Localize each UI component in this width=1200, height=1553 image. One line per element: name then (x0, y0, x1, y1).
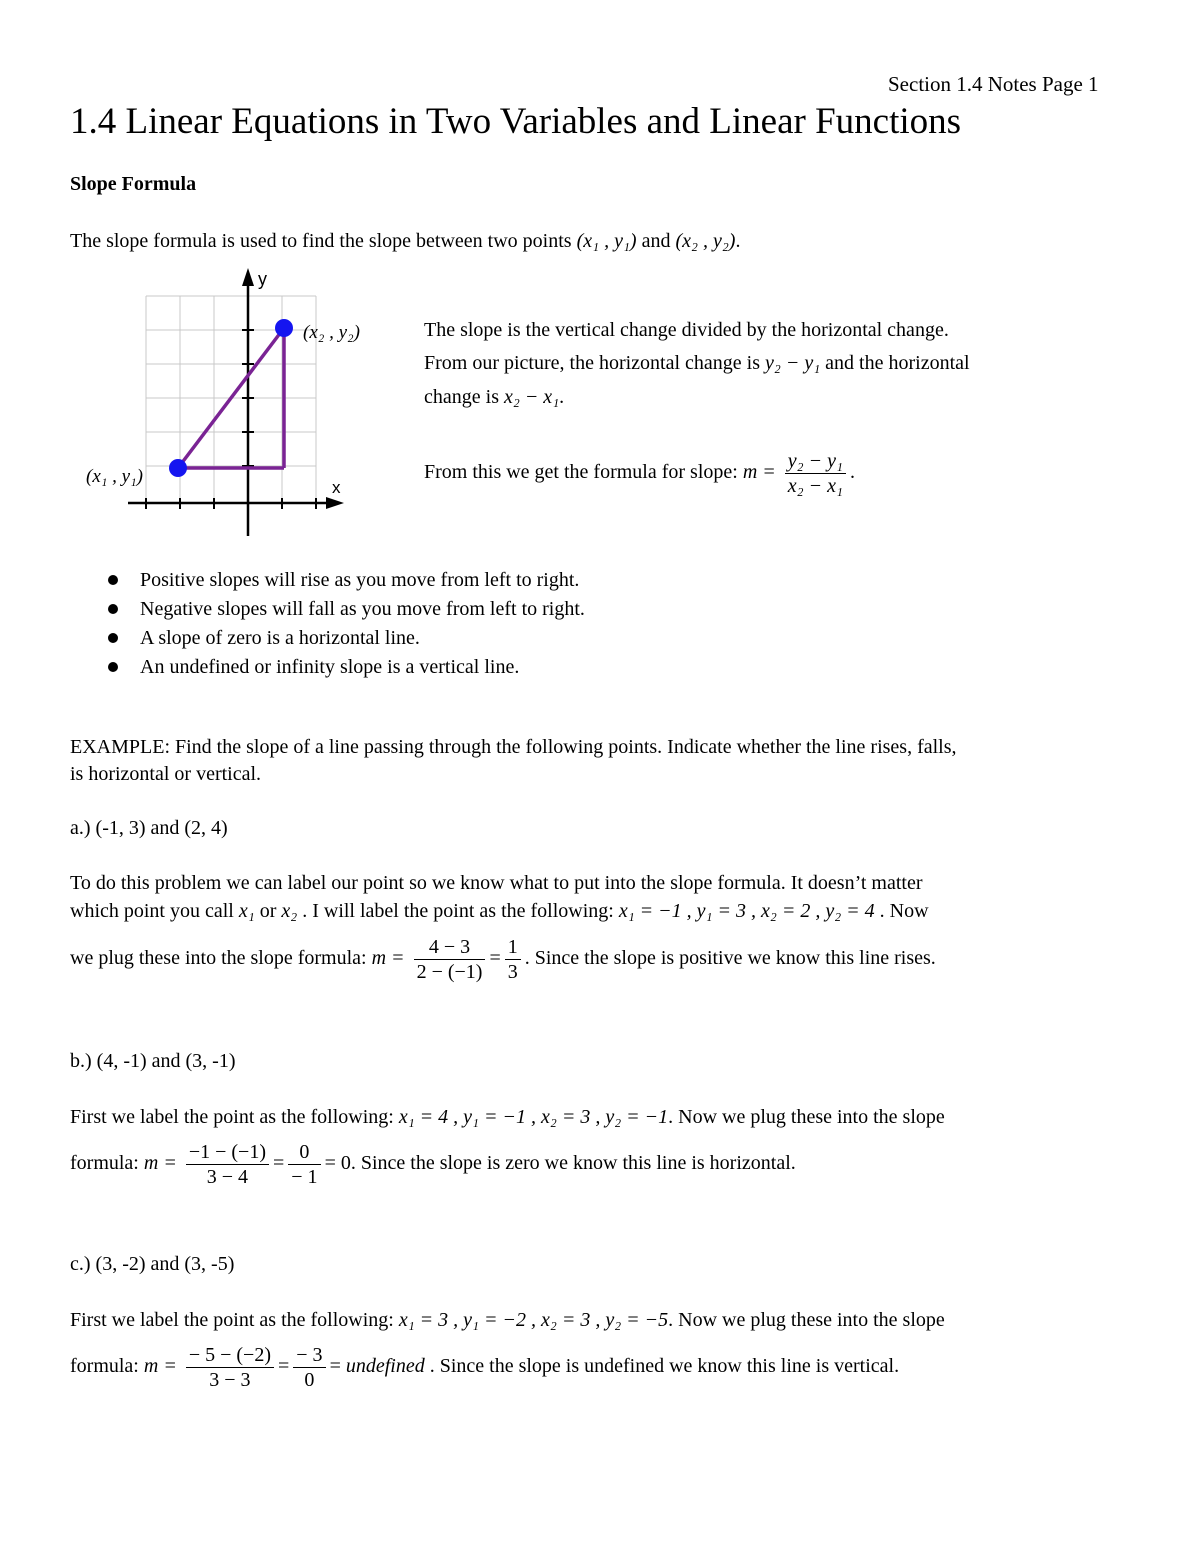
slope-diagram (70, 260, 410, 545)
explanation-line-3: change is x₂ − x₁. (424, 386, 565, 408)
bullet-icon (108, 662, 118, 672)
axes (128, 274, 336, 536)
part-c-fraction: $\frac{- 5 - (-2)}{3 - 3}$ (186, 1343, 274, 1392)
explanation-line-2: From our picture, the horizontal change is y₂ − y₁ and the horizontal (424, 352, 970, 374)
example-instructions-line-1: EXAMPLE: Find the slope of a line passing through the following points. Indicate whether the line rises, falls, (70, 736, 957, 758)
part-a-line-2: which point you call x₁ or x₂ . I will label the point as the following: x₁ = −1 , y₁ = 3 , x₂ = 2 , y₂ = 4 . Now (70, 900, 929, 922)
y-axis-label: y (258, 269, 267, 289)
bullet-icon (108, 604, 118, 614)
section-heading-slope-formula: Slope Formula (70, 173, 197, 195)
x-axis-label: x (332, 478, 341, 497)
part-a-result-fraction: $\frac{1}{3}$ (505, 935, 521, 984)
part-b-line-1: First we label the point as the following: x₁ = 4 , y₁ = −1 , x₂ = 3 , y₂ = −1. Now we plug these into the slope (70, 1106, 945, 1128)
slope-formula-line: From this we get the formula for slope: m = $\frac{\text{y₂ − y₁}}{\text{x₂ − x₁}}$ . (424, 450, 855, 497)
page-title: 1.4 Linear Equations in Two Variables and Linear Functions (70, 101, 962, 142)
example-instructions-line-2: is horizontal or vertical. (70, 763, 262, 785)
part-b-line-2: formula: m = $\frac{-1 - (-1)}{3 - 4}$ = $\frac{0}{- 1}$ = 0. Since the slope is zero we know this line is horizontal. (70, 1141, 796, 1188)
page-header: Section 1.4 Notes Page 1 (888, 72, 1099, 96)
ticks (146, 330, 316, 509)
part-c-line-1: First we label the point as the following: x₁ = 3 , y₁ = −2 , x₂ = 3 , y₂ = −5. Now we plug these into the slope (70, 1309, 945, 1331)
slope-rules-list (102, 566, 585, 682)
part-a-line-3: we plug these into the slope formula: m = $\frac{4 - 3}{2 - (-1)}$ = $\frac{1}{3}$ . Since the slope is positive we know this line rises. (70, 936, 936, 983)
part-a-fraction: $\frac{4 - 3}{2 - (-1)}$ (414, 935, 486, 984)
part-b-label: b.) (4, -1) and (3, -1) (70, 1050, 236, 1072)
point-2-marker (275, 319, 293, 337)
explanation-line-1: The slope is the vertical change divided by the horizontal change. (424, 319, 949, 341)
list-item: An undefined or infinity slope is a vertical line. (102, 653, 585, 682)
y-axis-arrow (242, 268, 254, 286)
undefined-result: undefined (345, 1355, 425, 1378)
list-item: Negative slopes will fall as you move from left to right. (102, 595, 585, 624)
bullet-icon (108, 575, 118, 585)
list-item: A slope of zero is a horizontal line. (102, 624, 585, 653)
point-1-label: (x₁ , y₁) (86, 466, 143, 487)
point-2-label: (x₂ , y₂) (303, 322, 360, 343)
part-a-line-1: To do this problem we can label our point so we know what to put into the slope formula. It doesn’t matter (70, 872, 923, 894)
bullet-icon (108, 633, 118, 643)
point-1-marker (169, 459, 187, 477)
part-a-label: a.) (-1, 3) and (2, 4) (70, 817, 228, 839)
slope-intro: The slope formula is used to find the slope between two points (x₁ , y₁) and (x₂ , y₂). (70, 230, 741, 252)
point1-notation: (x₁ , y₁) (576, 230, 637, 252)
part-c-label: c.) (3, -2) and (3, -5) (70, 1253, 235, 1275)
slope-formula-fraction: $\frac{\text{y₂ − y₁}}{\text{x₂ − x₁}}$ (785, 449, 846, 498)
part-c-result-fraction: $\frac{- 3}{0}$ (293, 1343, 325, 1392)
x-axis-arrow (326, 497, 344, 509)
part-b-result-fraction: $\frac{0}{- 1}$ (288, 1140, 320, 1189)
list-item: Positive slopes will rise as you move from left to right. (102, 566, 585, 595)
part-b-fraction: $\frac{-1 - (-1)}{3 - 4}$ (186, 1140, 269, 1189)
part-c-line-2: formula: m = $\frac{- 5 - (-2)}{3 - 3}$ = $\frac{- 3}{0}$ = undefined . Since the slope is undefined we know this line is vertical. (70, 1344, 900, 1391)
point2-notation: (x₂ , y₂) (675, 230, 736, 252)
